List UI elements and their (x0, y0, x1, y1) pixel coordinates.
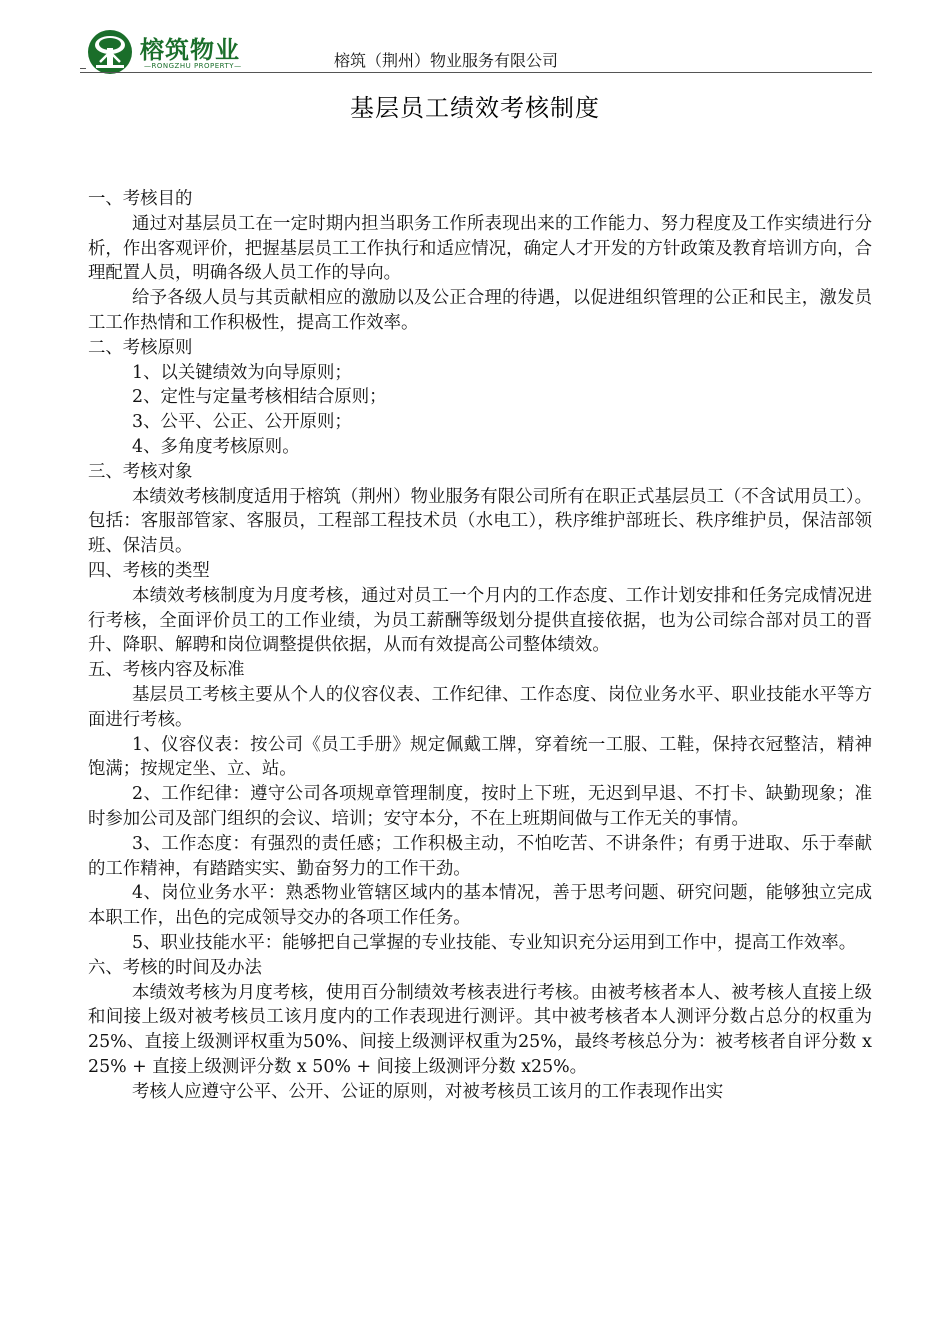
logo-chinese-name: 榕筑物业 (140, 36, 240, 64)
header-divider (80, 72, 872, 73)
banyan-tree-icon (86, 28, 134, 76)
paragraph: 通过对基层员工在一定时期内担当职务工作所表现出来的工作能力、努力程度及工作实绩进行分析，作出客观评价，把握基层员工工作执行和适应情况，确定人才开发的方针政策及教育培训方向，合理配置人员，明确各级人员工作的导向。 (88, 213, 872, 284)
list-item: 3、公平、公正、公开原则； (132, 412, 352, 433)
paragraph: 3、工作态度：有强烈的责任感；工作积极主动，不怕吃苦、不讲条件；有勇于进取、乐于奉献的工作精神，有踏踏实实、勤奋努力的工作干劲。 (88, 833, 872, 879)
section-heading: 一、考核目的 (88, 189, 193, 209)
document-body (88, 187, 872, 1104)
paragraph: 5、职业技能水平：能够把自己掌握的专业技能、专业知识充分运用到工作中，提高工作效率。 (132, 932, 857, 953)
paragraph: 考核人应遵守公平、公开、公证的原则，对被考核员工该月的工作表现作出实 (132, 1081, 724, 1102)
paragraph: 给予各级人员与其贡献相应的激励以及公正合理的待遇，以促进组织管理的公正和民主，激发员工工作热情和工作积极性，提高工作效率。 (88, 288, 872, 333)
paragraph: 2、工作纪律：遵守公司各项规章管理制度，按时上下班，无迟到早退、不打卡、缺勤现象；准时参加公司及部门组织的会议、培训；安守本分，不在上班期间做与工作无关的事情。 (88, 784, 872, 829)
paragraph: 1、仪容仪表：按公司《员工手册》规定佩戴工牌，穿着统一工服、工鞋，保持衣冠整洁，精神饱满；按规定坐、立、站。 (88, 734, 872, 780)
section-heading: 三、考核对象 (88, 461, 193, 482)
paragraph: 本绩效考核为月度考核，使用百分制绩效考核表进行考核。由被考核者本人、被考核人直接上级和间接上级对被考核员工该月度内的工作表现进行测评。其中被考核者本人测评分数占总分的权重为25%、直接上级测评权重为50%、间接上级测评权重为25%，最终考核总分为：被考核者自评分数 x 25% + 直接上级测评分数 x 50% + 间接上级测评分数 x25%。 (88, 982, 872, 1077)
list-item: 2、定性与定量考核相结合原则； (132, 387, 387, 408)
document-title: 基层员工绩效考核制度 (350, 94, 600, 122)
paragraph: 基层员工考核主要从个人的仪容仪表、工作纪律、工作态度、岗位业务水平、职业技能水平等方面进行考核。 (88, 684, 872, 730)
company-logo (86, 28, 246, 78)
section-heading: 六、考核的时间及办法 (88, 957, 262, 978)
list-item: 4、多角度考核原则。 (132, 436, 300, 457)
logo-english-name: —RONGZHU PROPERTY— (144, 62, 242, 70)
list-item: 1、以关键绩效为向导原则； (132, 362, 352, 383)
paragraph: 4、岗位业务水平：熟悉物业管辖区域内的基本情况，善于思考问题、研究问题，能够独立完成本职工作，出色的完成领导交办的各项工作任务。 (88, 883, 872, 929)
company-name: 榕筑（荆州）物业服务有限公司 (334, 51, 559, 70)
section-heading: 五、考核内容及标准 (88, 660, 245, 681)
section-heading: 二、考核原则 (88, 337, 193, 358)
section-heading: 四、考核的类型 (88, 560, 210, 581)
paragraph: 本绩效考核制度适用于榕筑（荆州）物业服务有限公司所有在职正式基层员工（不含试用员工）。包括：客服部管家、客服员，工程部工程技术员（水电工），秩序维护部班长、秩序维护员，保洁部领班、保洁员。 (88, 486, 872, 557)
paragraph: 本绩效考核制度为月度考核，通过对员工一个月内的工作态度、工作计划安排和任务完成情况进行考核，全面评价员工的工作业绩，为员工薪酬等级划分提供直接依据，也为公司综合部对员工的晋升、降职、解聘和岗位调整提供依据，从而有效提高公司整体绩效。 (88, 585, 872, 656)
page-header (80, 22, 872, 74)
header-rule-tick (80, 68, 86, 69)
